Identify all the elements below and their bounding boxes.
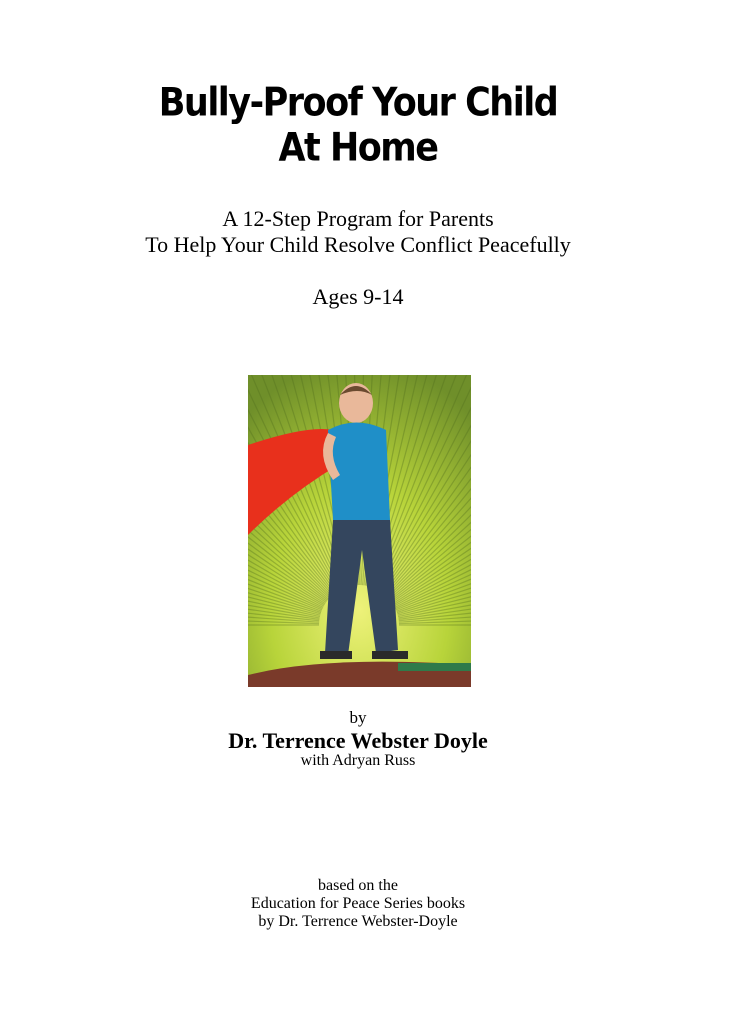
- title-line-1: Bully-Proof Your Child: [158, 80, 558, 126]
- title-line-2: At Home: [278, 125, 438, 171]
- subtitle-line-2: To Help Your Child Resolve Conflict Peacefully: [145, 232, 571, 257]
- by-label: by: [349, 708, 367, 727]
- based-on-line-2: Education for Peace Series books: [250, 895, 466, 912]
- coauthor-name: with Adryan Russ: [300, 752, 416, 769]
- cover-photo-boy-in-cape: [248, 375, 471, 687]
- subtitle-line-1: A 12-Step Program for Parents: [222, 206, 494, 231]
- author-name: Dr. Terrence Webster Doyle: [228, 728, 488, 753]
- based-on-line-3: by Dr. Terrence Webster-Doyle: [258, 913, 458, 930]
- age-range: Ages 9-14: [312, 284, 404, 309]
- based-on-line-1: based on the: [318, 877, 398, 894]
